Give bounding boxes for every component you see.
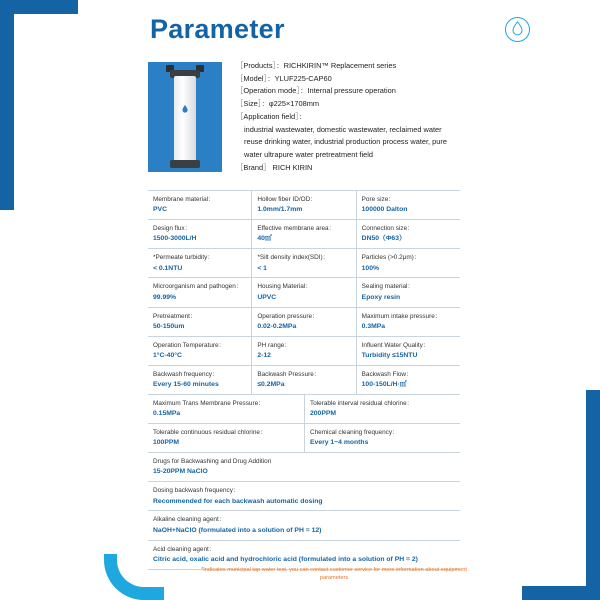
cell-value: PVC — [153, 206, 167, 214]
cell-label: Backwash Flow： — [361, 370, 413, 378]
module-bottom-cap — [170, 160, 200, 168]
table-row — [148, 453, 460, 482]
cell-label: Influent Water Quality： — [361, 341, 430, 349]
table-cell — [148, 482, 460, 510]
table-cell — [251, 308, 355, 336]
table-cell — [148, 453, 460, 481]
cell-value: 15-20PPM NaClO — [153, 468, 208, 476]
cell-value: 40㎡ — [257, 235, 272, 243]
table-cell — [356, 308, 460, 336]
table-cell — [356, 191, 460, 219]
table-cell — [251, 366, 355, 394]
table-row — [148, 511, 460, 540]
cell-label: Membrane material： — [153, 196, 215, 203]
cell-value: Every 15-60 minutes — [153, 381, 219, 389]
table-row — [148, 366, 460, 395]
cell-value: Citric acid, oxalic acid and hydrochloric acid (formulated into a solution of PH = 2) — [153, 555, 418, 563]
table-cell — [148, 191, 251, 219]
cell-value: UPVC — [257, 293, 277, 301]
spec-application-field-value: industrial wastewater, domestic wastewater, reclaimed water reuse drinking water, industrial production process water, pure water ultrapure water pretreatment field — [244, 124, 447, 160]
spec-model: ［Model］：YLUF225-CAP60 — [236, 73, 332, 83]
cell-value: DN50（Φ63） — [361, 235, 406, 243]
membrane-body — [174, 76, 196, 162]
table-row — [148, 424, 460, 453]
cell-value: ≤0.2MPa — [257, 381, 285, 389]
decor-left-vertical-bar — [0, 0, 14, 210]
table-cell — [251, 278, 355, 306]
cell-label: Acid cleaning agent： — [153, 545, 216, 553]
table-cell — [148, 308, 251, 336]
table-cell — [148, 395, 304, 423]
cell-label: Chemical cleaning frequency： — [310, 429, 399, 436]
table-cell — [148, 278, 251, 306]
cell-label: Tolerable interval residual chlorine： — [310, 399, 414, 407]
table-row — [148, 278, 460, 307]
table-cell — [148, 220, 251, 248]
page-header — [118, 0, 586, 58]
spec-operation-mode: ［Operation mode］：Internal pressure operation — [236, 86, 396, 96]
spec-application-field-label: ［Application field］： — [236, 111, 307, 121]
page-title: Parameter — [150, 14, 285, 44]
cell-label: Tolerable continuous residual chlorine： — [153, 429, 267, 436]
table-cell — [148, 541, 460, 569]
table-cell — [356, 366, 460, 394]
specification-table — [148, 190, 460, 570]
cell-label: Particles (>0.2μm)： — [361, 254, 421, 262]
cell-label: PH range： — [257, 341, 291, 349]
table-row — [148, 308, 460, 337]
table-cell — [251, 220, 355, 248]
table-row — [148, 482, 460, 511]
table-cell — [148, 366, 251, 394]
cell-label: Sealing material： — [361, 283, 414, 291]
table-cell — [251, 337, 355, 365]
table-row — [148, 249, 460, 278]
table-cell — [356, 337, 460, 365]
cell-label: Hollow fiber ID/OD： — [257, 196, 317, 203]
table-cell — [356, 220, 460, 248]
table-cell — [304, 424, 460, 452]
cell-value: 99.99% — [153, 293, 177, 301]
table-row — [148, 395, 460, 424]
cell-label: Dosing backwash frequency： — [153, 487, 240, 495]
table-cell — [148, 511, 460, 539]
decor-right-vertical-bar — [586, 390, 600, 600]
table-row — [148, 220, 460, 249]
table-cell — [148, 337, 251, 365]
water-drop-icon — [505, 17, 530, 42]
cell-label: Operation pressure： — [257, 312, 319, 320]
cell-value: Every 1~4 months — [310, 439, 369, 447]
cell-value: NaOH+NaClO (formulated into a solution of PH = 12) — [153, 526, 322, 534]
cell-value: 200PPM — [310, 410, 337, 418]
footnote-text: *Indicates municipal tap water test, you can contact customer service for more information about equipment parameters — [201, 567, 467, 582]
cell-value: 100% — [361, 264, 380, 272]
spec-products: ［Products］：RICHKIRIN™ Replacement series — [236, 61, 397, 70]
cell-label: Backwash frequency： — [153, 370, 219, 378]
cell-value: 2-12 — [257, 351, 271, 359]
cell-label: Maximum intake pressure： — [361, 312, 442, 320]
cell-label: *Permeate turbidity： — [153, 254, 214, 262]
cell-value: < 0.1NTU — [153, 264, 183, 272]
cell-value: 0.15MPa — [153, 410, 181, 418]
cell-value: Epoxy resin — [361, 293, 401, 301]
cell-value: 0.3MPa — [361, 322, 386, 330]
table-cell — [356, 249, 460, 277]
table-cell — [304, 395, 460, 423]
table-cell — [251, 249, 355, 277]
table-row — [148, 191, 460, 220]
cell-label: Pretreatment： — [153, 312, 197, 320]
cell-value: 0.02-0.2MPa — [257, 322, 297, 330]
cell-label: Backwash Pressure： — [257, 370, 321, 378]
cell-label: Maximum Trans Membrane Pressure： — [153, 399, 265, 407]
table-cell — [251, 191, 355, 219]
decor-right-horizontal-bar — [522, 586, 600, 600]
table-row — [148, 337, 460, 366]
decor-left-horizontal-bar — [0, 0, 78, 14]
cell-value: 1°C-40°C — [153, 351, 182, 359]
cell-value: Turbidity ≤15NTU — [361, 351, 418, 359]
spec-brand: ［Brand］ RICH KIRIN — [236, 162, 313, 172]
cell-value: 100000 Dalton — [361, 206, 408, 214]
cell-value: 50-150um — [153, 322, 185, 330]
cell-label: Connection size： — [361, 225, 414, 233]
spec-size: ［Size］：φ225×1708mm — [236, 99, 320, 109]
cell-label: Operation Temperature： — [153, 341, 225, 349]
product-image — [148, 62, 222, 172]
cell-label: Alkaline cleaning agent： — [153, 516, 226, 524]
cell-label: Design flux： — [153, 225, 192, 233]
table-cell — [148, 424, 304, 452]
cell-label: Microorganism and pathogen： — [153, 283, 243, 291]
cell-label: Drugs for Backwashing and Drug Addition — [153, 458, 272, 466]
product-spec-list — [236, 60, 460, 175]
cell-value: 1.0mm/1.7mm — [257, 206, 303, 214]
cell-label: Pore size： — [361, 196, 395, 203]
cell-label: *Silt density index(SDI)： — [257, 254, 330, 262]
cell-value: Recommended for each backwash automatic dosing — [153, 497, 323, 505]
table-cell — [356, 278, 460, 306]
cell-label: Housing Material： — [257, 283, 312, 291]
cell-label: Effective membrane area： — [257, 225, 335, 233]
cell-value: 100-150L/H·㎡ — [361, 381, 407, 389]
cell-value: < 1 — [257, 264, 267, 272]
cell-value: 100PPM — [153, 439, 180, 447]
membrane-brand-icon — [180, 104, 190, 114]
table-cell — [148, 249, 251, 277]
cell-value: 1500-3000L/H — [153, 235, 197, 243]
